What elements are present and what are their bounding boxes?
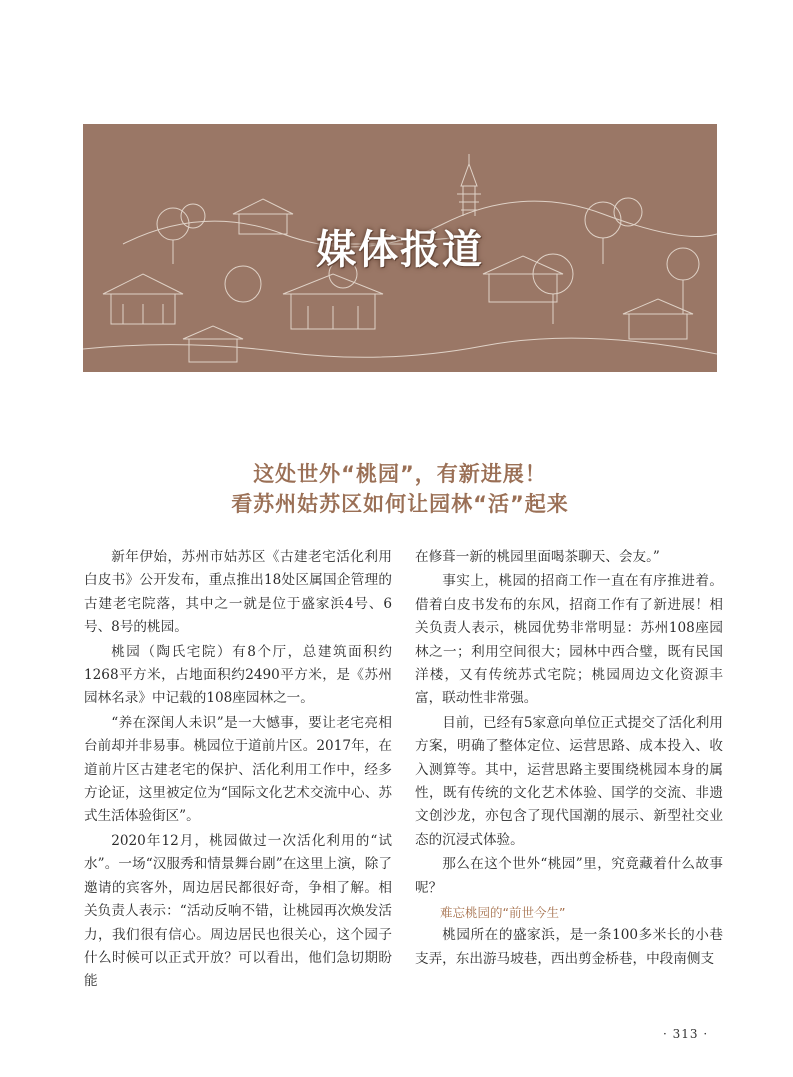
paragraph: 那么在这个世外“桃园”里，究竟藏着什么故事呢？ (415, 856, 723, 896)
paragraph: “养在深闺人未识”是一大憾事，要让老宅亮相台前却并非易事。桃园位于道前片区。2017年，在道前片区古建老宅的保护、活化利用工作中，经多方论证，这里被定位为“国际文化艺术交流中心、苏式生活体验街区”。 (84, 714, 392, 825)
paragraph: 目前，已经有5家意向单位正式提交了活化利用方案，明确了整体定位、运营思路、成本投入、收入测算等。其中，运营思路主要围绕桃园本身的属性，既有传统的文化艺术体验、国学的交流、非遗文创沙龙，亦包含了现代国潮的展示、新型社交业态的沉浸式体验。 (415, 714, 723, 848)
right-column (415, 546, 723, 972)
article-headline-line-1: 这处世外“桃园”，有新进展！ (253, 462, 547, 486)
header-banner (83, 124, 717, 372)
article-headline-line-2: 看苏州姑苏区如何让园林“活”起来 (231, 492, 569, 516)
paragraph: 新年伊始，苏州市姑苏区《古建老宅活化利用白皮书》公开发布，重点推出18处区属国企管理的古建老宅院落，其中之一就是位于盛家浜4号、6号、8号的桃园。 (84, 549, 392, 636)
page-number: · 313 · (663, 1027, 709, 1041)
paragraph: 桃园（陶氏宅院）有8个厅，总建筑面积约1268平方米，占地面积约2490平方米，是《苏州园林名录》中记载的108座园林之一。 (84, 643, 392, 707)
paragraph: 事实上，桃园的招商工作一直在有序推进着。借着白皮书发布的东风，招商工作有了新进展！相关负责人表示，桃园优势非常明显：苏州108座园林之一；利用空间很大；园林中西合璧，既有民国洋楼，又有传统苏式宅院；桃园周边文化资源丰富，联动性非常强。 (415, 573, 723, 707)
paragraph: 2020年12月，桃园做过一次活化利用的“试水”。一场“汉服秀和情景舞台剧”在这里上演，除了邀请的宾客外，周边居民都很好奇，争相了解。相关负责人表示：“活动反响不错，让桃园再次焕发活力，我们很有信心。周边居民也很关心，这个园子什么时候可以正式开放？可以看出，他们急切期盼能 (84, 832, 392, 990)
banner-title: 媒体报道 (316, 226, 484, 273)
paragraph-continuation: 在修葺一新的桃园里面喝茶聊天、会友。” (415, 549, 660, 565)
section-subheading: 难忘桃园的“前世今生” (440, 905, 566, 921)
left-column (84, 546, 392, 995)
paragraph: 桃园所在的盛家浜，是一条100多米长的小巷支弄，东出游马坡巷，西出剪金桥巷，中段南侧支 (415, 927, 723, 967)
